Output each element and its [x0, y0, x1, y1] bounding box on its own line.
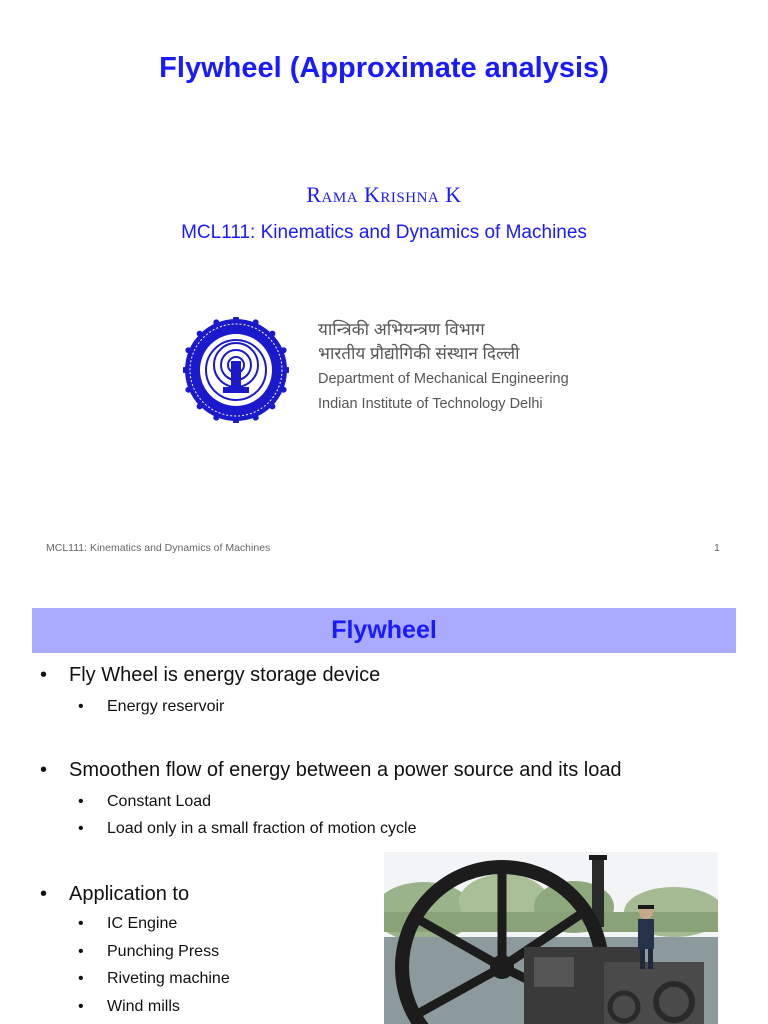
- dept-english-line2: Indian Institute of Technology Delhi: [318, 396, 543, 412]
- sub-bullet-item: • Energy reservoir: [78, 698, 225, 715]
- sub-bullet-item: • Load only in a small fraction of motion cycle: [78, 820, 417, 837]
- sub-bullet-item: • Constant Load: [78, 793, 212, 810]
- sub-bullet-item: • Riveting machine: [78, 970, 230, 987]
- slide-title: Flywheel: [331, 616, 437, 644]
- steam-engine-flywheel-photo: [384, 852, 718, 1024]
- dept-english-line1: Department of Mechanical Engineering: [318, 371, 569, 387]
- course-name: MCL111: Kinematics and Dynamics of Machines: [181, 222, 587, 243]
- dept-hindi-line1: यान्त्रिकी अभियन्त्रण विभाग: [318, 320, 485, 339]
- sub-bullet-item: • Punching Press: [78, 943, 220, 960]
- bullet-item: • Smoothen flow of energy between a power source and its load: [40, 759, 622, 781]
- sub-bullet-item: • IC Engine: [78, 915, 178, 932]
- slide-title: Flywheel (Approximate analysis): [159, 52, 609, 84]
- content-slide: [0, 578, 768, 1024]
- page-number: 1: [714, 542, 720, 554]
- bullet-item: • Application to: [40, 883, 190, 905]
- author-name: Rama Krishna K: [306, 182, 462, 207]
- dept-hindi-line2: भारतीय प्रौद्योगिकी संस्थान दिल्ली: [318, 344, 520, 363]
- sub-bullet-item: • Wind mills: [78, 998, 180, 1015]
- bullet-item: • Fly Wheel is energy storage device: [40, 664, 381, 686]
- iit-delhi-logo-icon: [183, 317, 289, 423]
- department-block: [318, 318, 569, 417]
- slide-footer: MCL111: Kinematics and Dynamics of Machines: [46, 542, 271, 554]
